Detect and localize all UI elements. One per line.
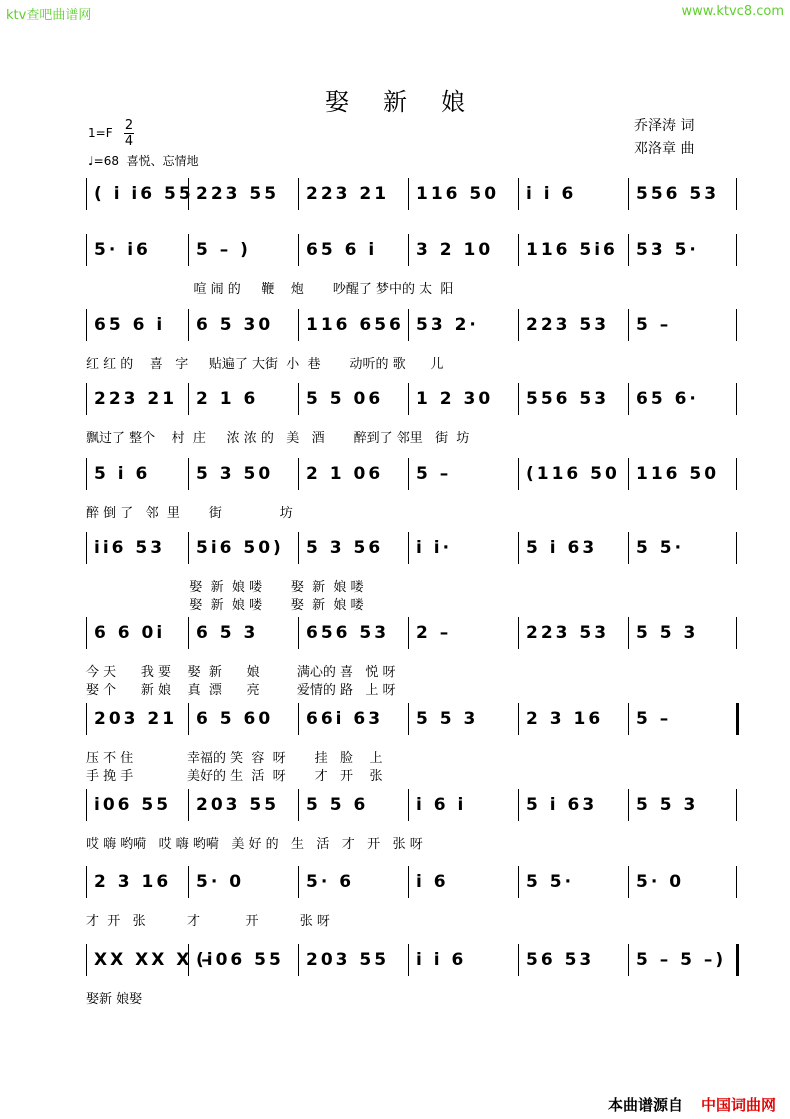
barline <box>628 944 629 976</box>
time-signature <box>124 118 134 149</box>
measure: i 6 i <box>416 795 467 815</box>
barline <box>736 178 737 210</box>
barline <box>408 532 409 564</box>
barline <box>518 309 519 341</box>
measure: 2 1 06 <box>306 464 384 484</box>
measure: 203 55 <box>306 950 390 970</box>
barline <box>298 617 299 649</box>
footer <box>608 1094 776 1115</box>
measure: 5 5· <box>636 538 685 558</box>
measure: 5 – <box>636 315 672 335</box>
credits <box>634 115 694 161</box>
mood-text: 喜悦、忘情地 <box>126 154 199 168</box>
measure: ii6 53 <box>94 538 166 558</box>
measure: 5 i 63 <box>526 795 598 815</box>
lyric-line: 喧 闹 的 鞭 炮 吵醒了 梦中的 太 阳 <box>86 282 454 297</box>
footer-source: 本曲谱源自 <box>607 1096 683 1114</box>
tempo-value: ♩=68 <box>88 154 119 168</box>
measure: 53 5· <box>636 240 699 260</box>
notation-line <box>86 234 738 268</box>
barline <box>86 234 87 266</box>
barline <box>408 617 409 649</box>
barline <box>736 789 737 821</box>
lyric-line: 手 挽 手 美好的 生 活 呀 才 开 张 <box>86 769 383 784</box>
barline <box>298 309 299 341</box>
notation-line <box>86 383 738 417</box>
measure: 5 – <box>416 464 452 484</box>
lyric-line: 哎 嗨 哟嗬 哎 嗨 哟嗬 美 好 的 生 活 才 开 张 呀 <box>86 837 423 852</box>
time-bottom: 4 <box>124 134 134 149</box>
measure: 65 6· <box>636 389 699 409</box>
notation-line <box>86 944 738 978</box>
barline <box>86 532 87 564</box>
barline <box>298 234 299 266</box>
score-system <box>86 703 738 793</box>
measure: 5i6 50) <box>196 538 284 558</box>
key-signature: 1=F <box>88 126 113 140</box>
measure: 1 2 30 <box>416 389 494 409</box>
measure: i i· <box>416 538 453 558</box>
notation-line <box>86 532 738 566</box>
barline <box>736 309 737 341</box>
barline <box>736 866 737 898</box>
barline <box>408 944 409 976</box>
barline <box>86 383 87 415</box>
measure: 5· 6 <box>306 872 355 892</box>
measure: 5 5 3 <box>636 623 699 643</box>
measure: 116 5i6 <box>526 240 618 260</box>
notation-line <box>86 617 738 651</box>
barline <box>298 178 299 210</box>
score-system <box>86 617 738 707</box>
lyric-line: 压 不 住 幸福的 笑 容 呀 挂 脸 上 <box>86 751 383 766</box>
barline <box>518 178 519 210</box>
measure: 56 53 <box>526 950 595 970</box>
measure: 5 5· <box>526 872 575 892</box>
barline <box>736 532 737 564</box>
lyricist: 乔泽涛 词 <box>634 118 695 134</box>
measure: 6 5 3 <box>196 623 259 643</box>
notation-line <box>86 309 738 343</box>
measure: 223 53 <box>526 315 610 335</box>
measure: 5 i 6 <box>94 464 151 484</box>
barline <box>86 703 87 735</box>
barline <box>188 703 189 735</box>
barline <box>408 458 409 490</box>
barline <box>628 703 629 735</box>
watermark-left[interactable]: ktv查吧曲谱网 <box>6 8 92 23</box>
composer: 邓洛章 曲 <box>634 141 695 157</box>
barline <box>736 234 737 266</box>
barline <box>518 383 519 415</box>
barline <box>408 234 409 266</box>
notation-line <box>86 458 738 492</box>
barline <box>408 178 409 210</box>
barline <box>188 866 189 898</box>
measure: 203 21 <box>94 709 178 729</box>
time-top: 2 <box>124 118 134 133</box>
footer-site[interactable]: 中国词曲网 <box>700 1096 776 1114</box>
measure: 223 55 <box>196 184 280 204</box>
barline <box>188 789 189 821</box>
barline <box>408 383 409 415</box>
measure: 6 5 30 <box>196 315 274 335</box>
measure: 6 5 60 <box>196 709 274 729</box>
barline <box>518 703 519 735</box>
barline <box>86 178 87 210</box>
barline <box>298 703 299 735</box>
barline <box>628 532 629 564</box>
measure: 656 53 <box>306 623 390 643</box>
measure: 5 – ) <box>196 240 251 260</box>
measure: 5· 0 <box>196 872 245 892</box>
measure: 5 5 3 <box>416 709 479 729</box>
tempo-mark <box>88 152 199 169</box>
measure: 203 55 <box>196 795 280 815</box>
barline <box>408 309 409 341</box>
lyric-line: 醉 倒 了 邻 里 街 坊 <box>86 506 293 521</box>
notation-line <box>86 789 738 823</box>
measure: 223 21 <box>94 389 178 409</box>
score-system <box>86 532 738 622</box>
barline <box>188 309 189 341</box>
barline <box>408 703 409 735</box>
notation-line <box>86 178 738 212</box>
measure: 66i 63 <box>306 709 384 729</box>
measure: 5 5 06 <box>306 389 384 409</box>
barline <box>518 617 519 649</box>
barline <box>86 309 87 341</box>
barline <box>298 383 299 415</box>
measure: 5 3 56 <box>306 538 384 558</box>
measure: ( i i6 55 <box>94 184 194 204</box>
barline <box>188 234 189 266</box>
barline <box>628 383 629 415</box>
lyric-line: 才 开 张 才 开 张 呀 <box>86 914 330 929</box>
measure: 5· i6 <box>94 240 151 260</box>
barline <box>86 458 87 490</box>
measure: 5 5 3 <box>636 795 699 815</box>
barline <box>408 789 409 821</box>
measure: 5 – <box>636 709 672 729</box>
barline <box>298 532 299 564</box>
barline <box>518 234 519 266</box>
barline <box>86 789 87 821</box>
barline <box>188 383 189 415</box>
measure: 5 i 63 <box>526 538 598 558</box>
watermark-right[interactable]: www.ktvc8.com <box>681 4 784 19</box>
measure: 5 5 6 <box>306 795 369 815</box>
measure: 556 53 <box>636 184 720 204</box>
barline <box>298 458 299 490</box>
measure: 223 53 <box>526 623 610 643</box>
barline <box>86 866 87 898</box>
measure: 116 656 <box>306 315 404 335</box>
barline <box>736 944 739 976</box>
measure: 65 6 i <box>94 315 166 335</box>
measure: (116 50 <box>526 464 620 484</box>
notation-line <box>86 703 738 737</box>
barline <box>628 458 629 490</box>
lyric-line: 飘过了 整个 村 庄 浓 浓 的 美 酒 醉到了 邻里 街 坊 <box>86 431 470 446</box>
barline <box>298 944 299 976</box>
lyric-line: 红 红 的 喜 字 贴遍了 大街 小 巷 动听的 歌 儿 <box>86 357 444 372</box>
barline <box>298 789 299 821</box>
barline <box>736 458 737 490</box>
barline <box>736 383 737 415</box>
barline <box>518 532 519 564</box>
barline <box>518 944 519 976</box>
measure: 5 3 50 <box>196 464 274 484</box>
measure: 53 2· <box>416 315 479 335</box>
barline <box>736 703 739 735</box>
score-system <box>86 944 738 1034</box>
barline <box>736 617 737 649</box>
lyric-line: 娶 个 新 娘 真 漂 亮 爱情的 路 上 呀 <box>86 683 396 698</box>
measure: 556 53 <box>526 389 610 409</box>
lyric-line: 娶 新 娘 喽 娶 新 娘 喽 <box>86 598 364 613</box>
barline <box>628 789 629 821</box>
song-title: 娶新娘 <box>325 88 499 116</box>
barline <box>518 458 519 490</box>
measure: i i 6 <box>416 950 467 970</box>
barline <box>628 617 629 649</box>
barline <box>628 178 629 210</box>
notation-line <box>86 866 738 900</box>
lyric-line: 今 天 我 要 娶 新 娘 满心的 喜 悦 呀 <box>86 665 396 680</box>
barline <box>518 866 519 898</box>
barline <box>188 532 189 564</box>
measure: 116 50 <box>636 464 720 484</box>
measure: 116 50 <box>416 184 500 204</box>
measure: (i06 55 <box>196 950 284 970</box>
measure: 5· 0 <box>636 872 685 892</box>
measure: 2 – <box>416 623 452 643</box>
barline <box>408 866 409 898</box>
measure: 2 1 6 <box>196 389 259 409</box>
score-system <box>86 866 738 956</box>
measure: i06 55 <box>94 795 172 815</box>
measure: 2 3 16 <box>94 872 172 892</box>
measure: i i 6 <box>526 184 577 204</box>
barline <box>298 866 299 898</box>
measure: 3 2 10 <box>416 240 494 260</box>
barline <box>188 458 189 490</box>
barline <box>188 617 189 649</box>
lyric-line: 娶新 娘娶 <box>86 992 143 1007</box>
measure: 2 3 16 <box>526 709 604 729</box>
barline <box>628 866 629 898</box>
measure: 5 – 5 –) <box>636 950 727 970</box>
measure: i 6 <box>416 872 449 892</box>
measure: XX XX X – <box>94 950 213 970</box>
barline <box>86 944 87 976</box>
lyric-line: 娶 新 娘 喽 娶 新 娘 喽 <box>86 580 364 595</box>
barline <box>86 617 87 649</box>
measure: 223 21 <box>306 184 390 204</box>
barline <box>628 309 629 341</box>
barline <box>518 789 519 821</box>
measure: 65 6 i <box>306 240 378 260</box>
barline <box>628 234 629 266</box>
measure: 6 6 0i <box>94 623 166 643</box>
